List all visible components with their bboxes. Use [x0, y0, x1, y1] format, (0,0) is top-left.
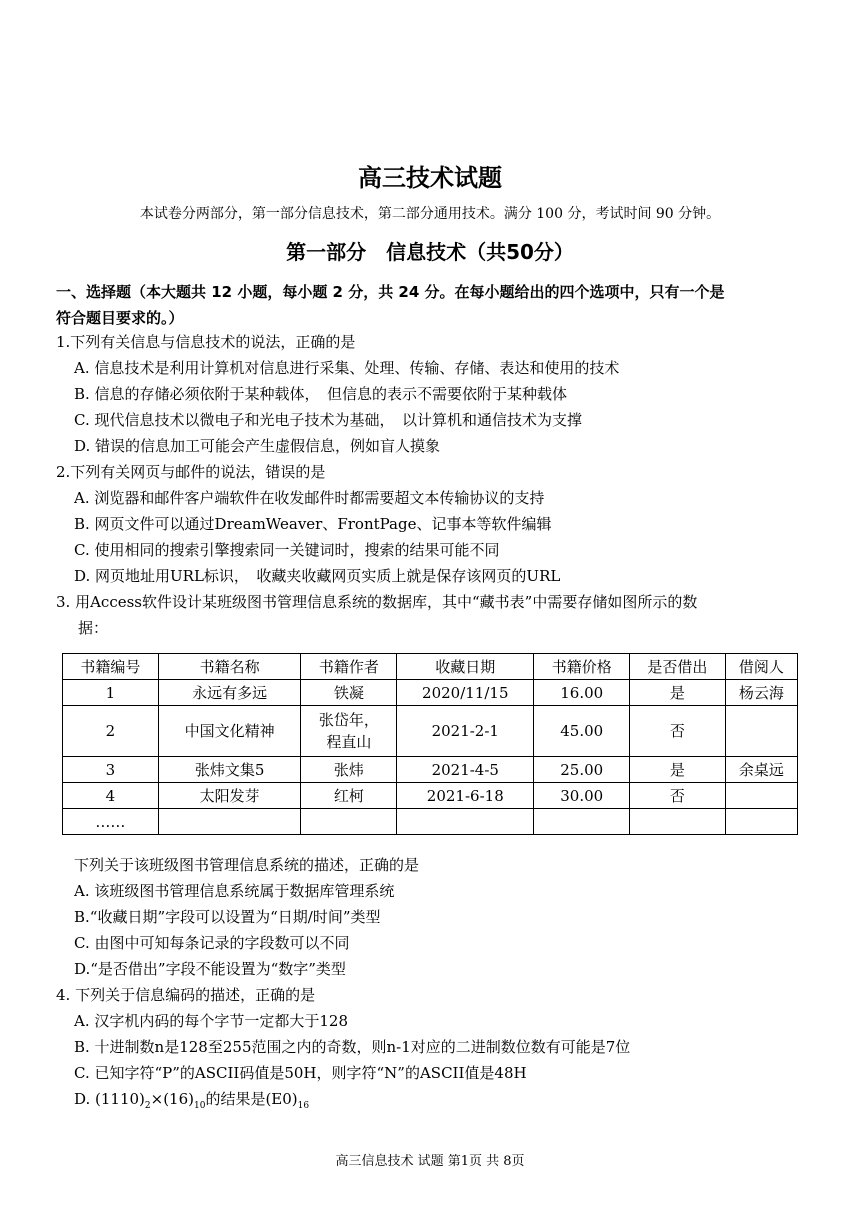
- table-cell: [725, 783, 797, 809]
- table-cell: 永远有多远: [158, 680, 301, 706]
- exam-intro: 本试卷分两部分，第一部分信息技术，第二部分通用技术。满分 100 分，考试时间 90 分钟。: [139, 206, 721, 222]
- question-4-option-d: [74, 1086, 309, 1119]
- author-line-2: 程直山: [326, 733, 372, 751]
- section-heading: [56, 279, 806, 331]
- question-3-option-d: D.“是否借出”字段不能设置为“数字”类型: [74, 960, 346, 978]
- question-3-option-a: A. 该班级图书管理信息系统属于数据库管理系统: [74, 882, 395, 900]
- question-2-option-d: D. 网页地址用URL标识， 收藏夹收藏网页实质上就是保存该网页的URL: [74, 567, 561, 585]
- table-cell: [534, 809, 630, 835]
- table-row: [63, 706, 798, 757]
- table-cell: 1: [63, 680, 159, 706]
- question-1-option-b: B. 信息的存储必须依附于某种载体， 但信息的表示不需要依附于某种载体: [74, 385, 568, 403]
- table-cell: ……: [63, 809, 159, 835]
- table-cell: 张炜文集5: [158, 757, 301, 783]
- table-cell: 否: [630, 783, 726, 809]
- table-cell: 30.00: [534, 783, 630, 809]
- table-row: [63, 783, 798, 809]
- question-2-option-c: C. 使用相同的搜索引擎搜索同一关键词时，搜索的结果可能不同: [74, 541, 500, 559]
- option-d-suffix: 的结果是(E0): [205, 1090, 298, 1108]
- col-header-borrower: 借阅人: [725, 654, 797, 680]
- table-cell: 2021-4-5: [397, 757, 534, 783]
- table-cell: [630, 809, 726, 835]
- table-cell: 4: [63, 783, 159, 809]
- option-d-base-2: 2: [144, 1101, 151, 1111]
- table-cell: [158, 809, 301, 835]
- table-row: [63, 757, 798, 783]
- table-cell: 是: [630, 757, 726, 783]
- option-d-mid: ×(16): [150, 1090, 194, 1108]
- books-table: [62, 653, 798, 835]
- col-header-price: 书籍价格: [534, 654, 630, 680]
- table-cell: 2020/11/15: [397, 680, 534, 706]
- section-heading-line2: 符合题目要求的。）: [56, 309, 184, 327]
- question-2-stem: 2.下列有关网页与邮件的说法，错误的是: [56, 463, 326, 481]
- question-4-option-c: C. 已知字符“P”的ASCII码值是50H，则字符“N”的ASCII值是48H: [74, 1064, 527, 1082]
- col-header-lent: 是否借出: [630, 654, 726, 680]
- table-row: [63, 809, 798, 835]
- table-cell: [725, 706, 797, 757]
- question-3-prompt: 下列关于该班级图书管理信息系统的描述，正确的是: [74, 856, 420, 874]
- table-cell: 太阳发芽: [158, 783, 301, 809]
- question-3-option-b: B.“收藏日期”字段可以设置为“日期/时间”类型: [74, 908, 381, 926]
- table-cell: [301, 809, 397, 835]
- table-cell: 3: [63, 757, 159, 783]
- question-1-stem: 1.下列有关信息与信息技术的说法，正确的是: [56, 333, 356, 351]
- table-header-row: [63, 654, 798, 680]
- table-cell: 杨云海: [725, 680, 797, 706]
- author-line-1: 张岱年，: [318, 711, 379, 729]
- col-header-book-id: 书籍编号: [63, 654, 159, 680]
- option-d-base-10: 10: [194, 1101, 206, 1111]
- table-cell: 2021-6-18: [397, 783, 534, 809]
- col-header-date: 收藏日期: [397, 654, 534, 680]
- table-cell: 余桌远: [725, 757, 797, 783]
- exam-title: 高三技术试题: [358, 164, 502, 192]
- question-2-option-a: A. 浏览器和邮件客户端软件在收发邮件时都需要超文本传输协议的支持: [74, 489, 545, 507]
- table-cell-author-multi: [301, 706, 397, 757]
- question-4-stem: 4. 下列关于信息编码的描述，正确的是: [56, 986, 316, 1004]
- table-cell: 25.00: [534, 757, 630, 783]
- question-4-option-b: B. 十进制数n是128至255范围之内的奇数，则n-1对应的二进制数位数有可能是7位: [74, 1038, 631, 1056]
- question-2-option-b: B. 网页文件可以通过DreamWeaver、FrontPage、记事本等软件编辑: [74, 515, 552, 533]
- question-1-option-d: D. 错误的信息加工可能会产生虚假信息，例如盲人摸象: [74, 437, 441, 455]
- part-heading: 第一部分 信息技术（共50分）: [286, 240, 574, 264]
- table-cell: [725, 809, 797, 835]
- table-cell: 2: [63, 706, 159, 757]
- question-3-option-c: C. 由图中可知每条记录的字段数可以不同: [74, 934, 350, 952]
- table-cell: 红柯: [301, 783, 397, 809]
- table-cell: [397, 809, 534, 835]
- table-cell: 否: [630, 706, 726, 757]
- table-cell: 2021-2-1: [397, 706, 534, 757]
- question-4-option-a: A. 汉字机内码的每个字节一定都大于128: [74, 1012, 349, 1030]
- table-cell: 45.00: [534, 706, 630, 757]
- question-3-stem: 3. 用Access软件设计某班级图书管理信息系统的数据库，其中“藏书表”中需要存储如图所示的数: [56, 593, 698, 611]
- question-3-stem-cont: 据：: [78, 619, 109, 637]
- table-row: [63, 680, 798, 706]
- section-heading-line1: 一、选择题（本大题共 12 小题，每小题 2 分，共 24 分。在每小题给出的四个选项中，只有一个是: [56, 283, 725, 301]
- option-d-base-16: 16: [297, 1101, 310, 1111]
- question-1-option-a: A. 信息技术是利用计算机对信息进行采集、处理、传输、存储、表达和使用的技术: [74, 359, 620, 377]
- table-cell: 张炜: [301, 757, 397, 783]
- col-header-author: 书籍作者: [301, 654, 397, 680]
- table-cell: 中国文化精神: [158, 706, 301, 757]
- table-cell: 是: [630, 680, 726, 706]
- table-cell: 铁凝: [301, 680, 397, 706]
- col-header-book-name: 书籍名称: [158, 654, 301, 680]
- question-1-option-c: C. 现代信息技术以微电子和光电子技术为基础， 以计算机和通信技术为支撑: [74, 411, 582, 429]
- table-cell: 16.00: [534, 680, 630, 706]
- page-footer: 高三信息技术 试题 第1页 共 8页: [335, 1154, 525, 1169]
- option-d-prefix: D. (1110): [74, 1090, 145, 1108]
